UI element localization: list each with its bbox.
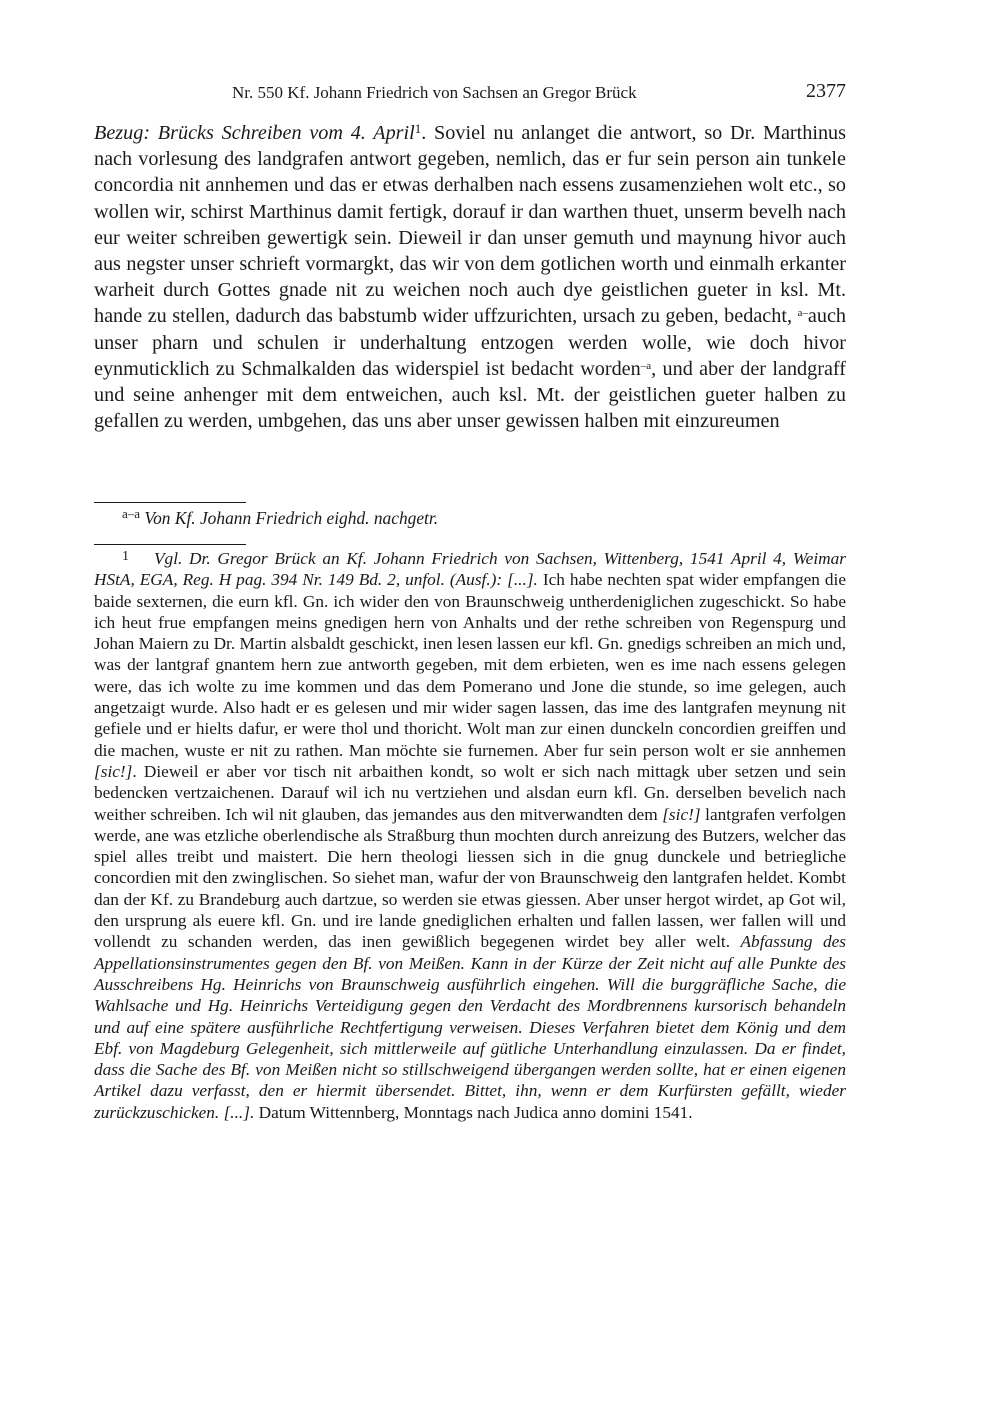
footnote-quote-3: lantgrafen verfolgen werde, ane was etzliche oberlendische als Straßburg thun mochten durch anreizung des Butzers, welcher das spiel alles treibt und maistert. Die hern theologi liessen sich in die gnug dunckele und betriegliche concordien mit den zwinglischen. So siehet man, wafur der von Braunschweig den lantgrafen heldet. Kombt dan der Kf. zu Brandeburg auch dartzue, so werden sie etwas giessen. Aber unser hergot wirdet, ap Got wil, den ursprung als euere kfl. Gn. und ire lande gnediglichen erhalten und fallen lassen, wer fallen will und vollendt zu schanden werden, das inen gewißlich begegenen wirdet bey aller welt. [94,804,846,952]
main-text-part-2: auch unser pharn und schulen ir underhaltung entzogen werden wolle, wie doch hivor eynmuticklich zu Schmalkalden das widerspiel ist bedacht worden [94,305,846,380]
apparatus-mark-close: –a [640,359,652,372]
footnote-summary-2: Abfassung des Appellationsinstrumentes gegen den Bf. von Meißen. Kann in der Kürze der Zeit nicht auf alle Punkte des Ausschreibens Hg. Heinrichs von Braunschweig ausführlich eingehen. Will die burggräfliche Sache, die Wahlsache und Hg. Heinrichs Verteidigung gegen den Verdacht des Mordbrennens kursorisch behandeln und auf eine spätere ausführliche Rechtfertigung verweisen. Dieses Verfahren bietet dem König und dem Ebf. von Magdeburg Gelegenheit, sich mittlerweile auf gütliche Unterhandlung einzulassen. Da er findet, dass die Sache des Bf. von Meißen nicht so stillschweigend übergangen werden sollte, hat er einen eigenen Artikel dazu verfasst, den er hiermit übersendet. Bittet, ihn, wenn er dem Kurfürsten gefällt, wieder zurückzuschicken. [...]. [94,932,846,1122]
apparatus-divider [94,502,246,503]
bezug-reference: Bezug: Brücks Schreiben vom 4. April [94,122,415,144]
main-text-part-3: , und aber der landgraff und seine anhenger mit dem entweichen, auch ksl. Mt. der geistlichen gueter halben zu gefallen zu werden, umbgehen, das uns aber unser gewissen halben mit einzureumen [94,357,846,433]
running-title: Nr. 550 Kf. Johann Friedrich von Sachsen an Gregor Brück [232,83,637,102]
apparatus-note: Von Kf. Johann Friedrich eighd. nachgetr. [144,508,439,528]
page-header [94,80,846,108]
text-apparatus [94,507,846,529]
main-text [94,120,846,434]
footnote-1: 1 Vgl. Dr. Gregor Brück an Kf. Johann Friedrich von Sachsen, Wittenberg, 1541 April 4, Weimar HStA, EGA, Reg. H pag. 394 Nr. 149 Bd. 2, unfol. (Ausf.): [...]. Ich habe nechten spat wider empfangen die baide sexternen, die eurn kfl. Gn. ich wider den von Braunschweig untherdeniglichen zugeschickt. So habe ich heut frue empfangen meins gnedigen hern von Anhalts und der rethe schreiben von Regenspurg und Johan Maiern zu Dr. Martin alsbaldt geschickt, inen lesen lassen eur kfl. Gn. gnedigs schreiben an mich und, was der lantgraf gnantem hern zue antworth gegeben, mit dem erbieten, wen es ime nach essens gelegen were, das ich wolte zu ime kommen und das dem Pomerano und Jone die stunde, so ime gelegen, auch angetzaigt wurde. Also hadt er es gelesen und mir wider sagen lassen, das ime des lantgrafen meynung nit gefiele und er hielts dafur, er were thol und thoricht. Wolt man zur einen dunckeln concordien greiffen und die machen, wuste er nit zu rathen. Man möchte sie furnemen. Aber fur sein person wolt er sie annhemen [sic!]. Dieweil er aber vor tisch nit arbaithen kondt, so wolt er sich nach mittagk uber setzen und sein bedencken vertzaichenen. Darauf wil ich nu vertziehen und alsdan eurn kfl. Gn. derselben bevelich nach weither schreiben. Ich wil nit glauben, das jemandes aus den mitverwandten dem [sic!] lantgrafen verfolgen werde, ane was etzliche oberlendische als Straßburg thun mochten durch anreizung des Butzers, welcher das spiel alles treibt und maistert. Die hern theologi liessen sich in die gnug dunckele und betriegliche concordien mit den zwinglischen. So siehet man, wafur der von Braunschweig den lantgrafen heldet. Kombt dan der Kf. zu Brandeburg auch dartzue, so werden sie etwas giessen. Aber unser hergot wirdet, ap Got wil, den ursprung als euere kfl. Gn. und ire lande gnediglichen erhalten und fallen lassen, wer fallen will und vollendt zu schanden werden, das inen gewißlich begegenen wirdet bey aller welt. Abfassung des Appellationsinstrumentes gegen den Bf. von Meißen. Kann in der Kürze der Zeit nicht auf alle Punkte des Ausschreibens Hg. Heinrichs von Braunschweig ausführlich eingehen. Will die burggräfliche Sache, die Wahlsache und Hg. Heinrichs Verteidigung gegen den Verdacht des Mordbrennens kursorisch behandeln und auf eine spätere ausführliche Rechtfertigung verweisen. Dieses Verfahren bietet dem König und dem Ebf. von Magdeburg Gelegenheit, sich mittlerweile auf gütliche Unterhandlung einzulassen. Da er findet, dass die Sache des Bf. von Meißen nicht so stillschweigend übergangen werden sollte, hat er einen eigenen Artikel dazu verfasst, den er hiermit übersendet. Bittet, ihn, wenn er dem Kurfürsten gefällt, wieder zurückzuschicken. [...]. Datum Wittennberg, Monntags nach Judica anno domini 1541. [94,549,847,1122]
footnote-divider [94,544,246,545]
footnote-ref-1[interactable]: 1 [414,121,422,136]
page-number: 2377 [806,80,846,102]
sic-mark-1: [sic!] [94,761,133,781]
footnote-quote-1: Ich habe nechten spat wider empfangen die baide sexternen, die eurn kfl. Gn. ich wider den von Braunschweig untherdeniglichen zugeschickt. So habe ich heut frue empfangen meins gnedigen hern von Anhalts und der rethe schreiben von Regenspurg und Johan Maiern zu Dr. Martin alsbaldt geschickt, inen lesen lassen eur kfl. Gn. gnedigs schreiben an mich und, was der lantgraf gnantem hern zue antworth gegeben, mit dem erbieten, wen es ime nach essens gelegen were, das ich wolte zu ime kommen und das dem Pomerano und Jone die stunde, so ime gelegen, auch angetzaigt wurde. Also hadt er es gelesen und mir wider sagen lassen, das ime des lantgrafen meynung nit gefiele und er hielts dafur, er were thol und thoricht. Wolt man zur einen dunckeln concordien greiffen und die machen, wuste er nit zu rathen. Man möchte sie furnemen. Aber fur sein person wolt er sie annhemen [94,570,847,760]
apparatus-marker: a–a [122,506,141,521]
footnote-summary-1: Vgl. Dr. Gregor Brück an Kf. Johann Friedrich von Sachsen, Wittenberg, 1541 April 4, Weimar HStA, EGA, Reg. H pag. 394 Nr. 149 Bd. 2, unfol. (Ausf.): [...]. [94,549,846,590]
footnote-quote-2: . Dieweil er aber vor tisch nit arbaithen kondt, so wolt er sich nach mittagk uber setzen und sein bedencken vertzaichenen. Darauf wil ich nu vertziehen und alsdan eurn kfl. Gn. derselben bevelich nach weither schreiben. Ich wil nit glauben, das jemandes aus den mitverwandten dem [94,761,846,824]
sic-mark-2: [sic!] [662,804,701,824]
footnote-dating: Datum Wittennberg, Monntags nach Judica anno domini 1541. [254,1102,693,1122]
apparatus-mark-open: a– [797,307,808,320]
main-text-part-1: . Soviel nu anlanget die antwort, so Dr. Marthinus nach vorlesung des landgrafen antwort gegeben, nemlich, das er fur sein person ain tunkele concordia nit annhemen und das er etwas derhalben nach essens zusamenziehen wolt etc., so wollen wir, schirst Marthinus damit fertigk, dorauf ir dan warthen thuet, unserm bevelh nach eur weiter schreiben gewertigk sein. Dieweil ir dan unser gemuth und maynung hivor auch aus negster unser schrieft vormargkt, das wir von dem gotlichen worth und einmalh erkanter warheit durch Gottes gnade nit zu weichen noch auch dye geistlichen gueter in ksl. Mt. hande zu stellen, dadurch das babstumb wider uffzurichten, ursach zu geben, bedacht, [94,122,846,328]
